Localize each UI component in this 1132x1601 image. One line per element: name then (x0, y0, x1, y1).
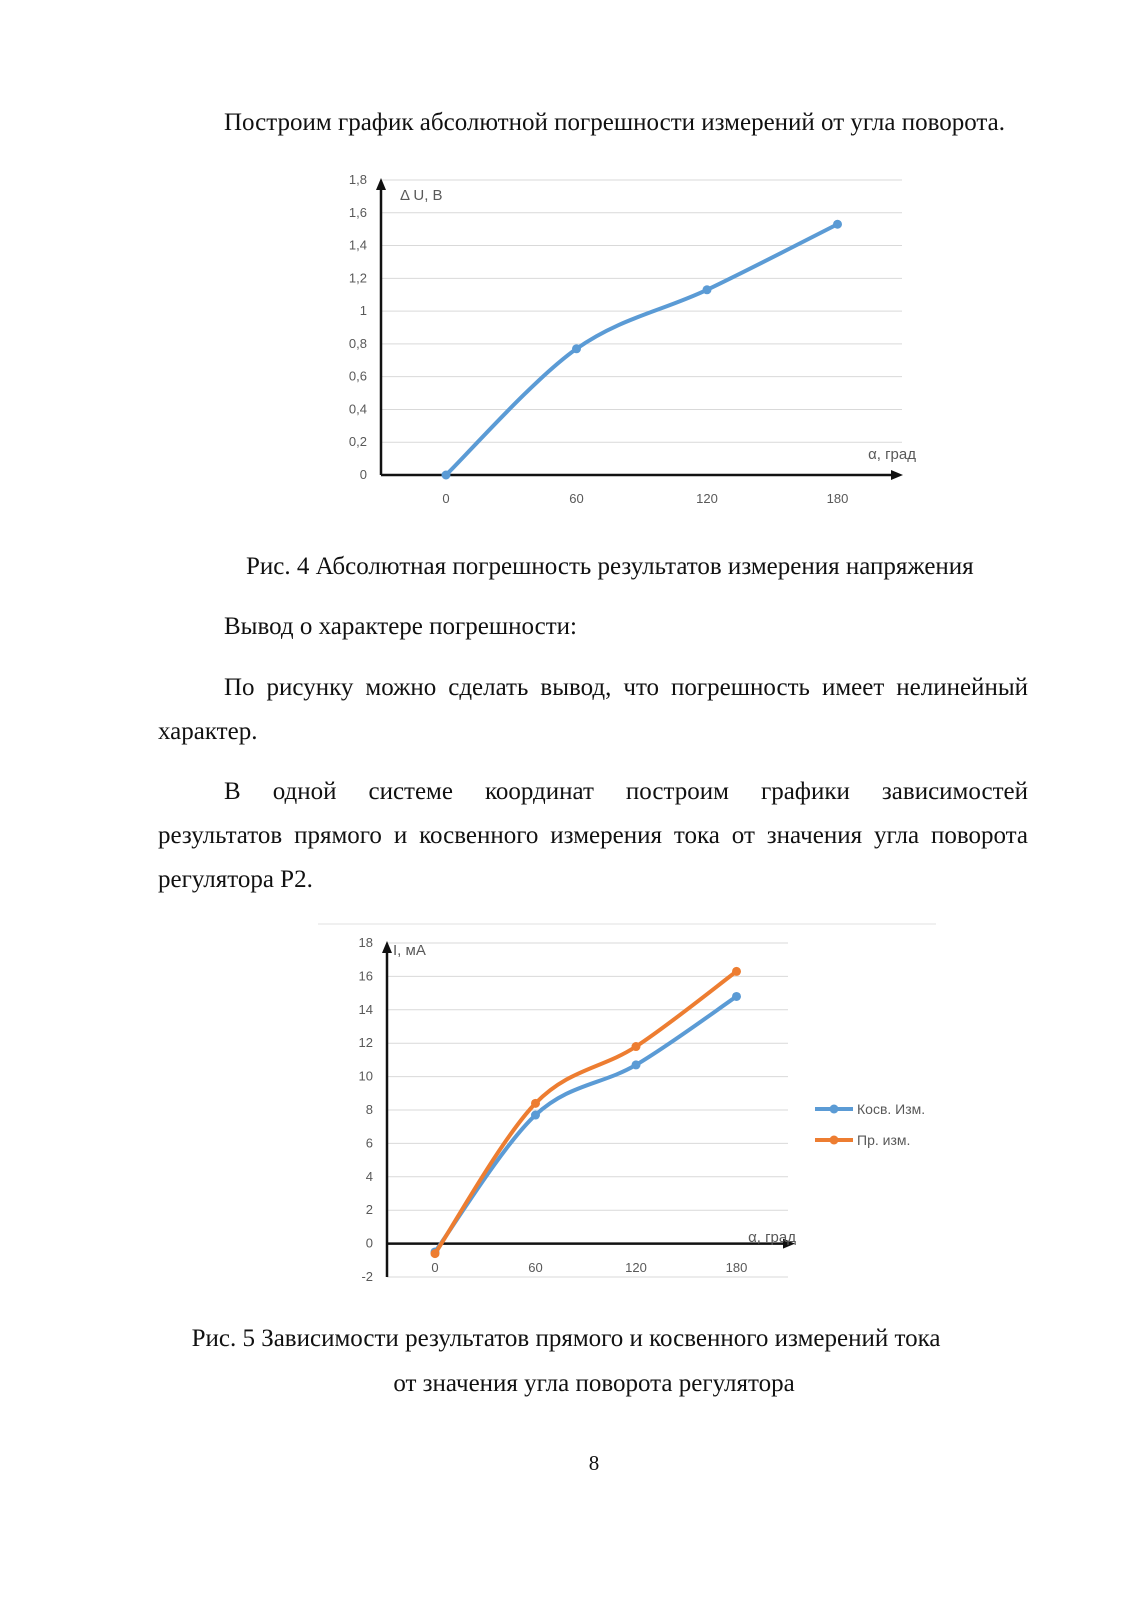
y-tick-label: 1,2 (348, 270, 367, 286)
y-tick-label: 10 (358, 1068, 373, 1084)
legend-label: Косв. Изм. (857, 1101, 926, 1117)
x-tick-label: 60 (569, 491, 584, 506)
data-point (632, 1060, 641, 1069)
x-tick-label: 120 (696, 491, 718, 506)
y-tick-label: 14 (358, 1001, 373, 1017)
y-tick-label: 4 (365, 1168, 373, 1184)
legend-label: Пр. изм. (857, 1132, 911, 1148)
figure-5-caption-line-2: от значения угла поворота регулятора (393, 1370, 795, 1397)
series-line (446, 224, 838, 475)
data-point (632, 1042, 641, 1051)
y-tick-label: 0 (365, 1235, 373, 1251)
y-axis-label: Δ U, В (400, 187, 443, 204)
y-tick-label: 16 (358, 968, 373, 984)
data-point (732, 967, 741, 976)
legend-marker (830, 1105, 839, 1114)
paragraph-2-line-3: регулятора Р2. (158, 866, 313, 893)
series-line (435, 971, 737, 1253)
y-tick-label: 0,4 (348, 401, 367, 417)
x-tick-label: 180 (826, 491, 849, 506)
y-tick-label: 18 (358, 935, 373, 950)
data-point (703, 285, 712, 294)
y-tick-label: 0,2 (348, 434, 367, 450)
y-tick-label: 0,6 (348, 368, 367, 384)
x-tick-label: 120 (625, 1260, 647, 1275)
x-tick-label: 0 (431, 1260, 439, 1275)
y-tick-label: 1 (359, 303, 367, 319)
x-axis-arrow-icon (891, 470, 903, 480)
y-axis-label: I, мА (393, 942, 426, 959)
conclusion-line-1: По рисунку можно сделать вывод, что погрешность имеет нелинейный (224, 674, 1028, 701)
page-number: 8 (588, 1451, 600, 1475)
figure-5-caption-line-1: Рис. 5 Зависимости результатов прямого и косвенного измерений тока (191, 1325, 941, 1352)
y-tick-label: 2 (365, 1202, 373, 1218)
figure-4-caption: Рис. 4 Абсолютная погрешность результатов измерения напряжения (246, 553, 974, 580)
y-tick-label: 8 (365, 1102, 373, 1117)
paragraph-2-line-1: В одной системе координат построим графики зависимостей (224, 778, 1028, 805)
y-tick-label: 1,4 (348, 237, 367, 253)
current-comparison-chart (300, 915, 960, 1295)
data-point (531, 1099, 540, 1108)
x-axis-label: α, град (748, 1229, 796, 1246)
conclusion-heading: Вывод о характере погрешности: (224, 613, 577, 640)
data-point (431, 1249, 440, 1258)
y-tick-label: 1,8 (348, 172, 367, 187)
data-point (732, 992, 741, 1001)
y-tick-label: 6 (365, 1135, 373, 1151)
y-tick-label: 0,8 (348, 335, 367, 351)
y-tick-label: 0 (359, 467, 367, 482)
x-tick-label: 0 (442, 491, 450, 506)
data-point (572, 344, 581, 353)
y-tick-label: -2 (361, 1269, 373, 1284)
conclusion-line-2: характер. (158, 718, 258, 745)
x-tick-label: 60 (528, 1260, 543, 1275)
data-point (531, 1111, 540, 1120)
data-point (833, 220, 842, 229)
x-axis-label: α, град (868, 446, 916, 463)
voltage-error-chart (300, 160, 940, 520)
paragraph-2-line-2: результатов прямого и косвенного измерения тока от значения угла поворота (158, 822, 1028, 849)
legend-marker (830, 1136, 839, 1145)
series-line (435, 996, 737, 1252)
data-point (442, 471, 451, 480)
x-tick-label: 180 (725, 1260, 748, 1275)
y-tick-label: 12 (358, 1035, 373, 1051)
intro-text: Построим график абсолютной погрешности измерений от угла поворота. (224, 109, 1005, 136)
y-tick-label: 1,6 (348, 204, 367, 220)
